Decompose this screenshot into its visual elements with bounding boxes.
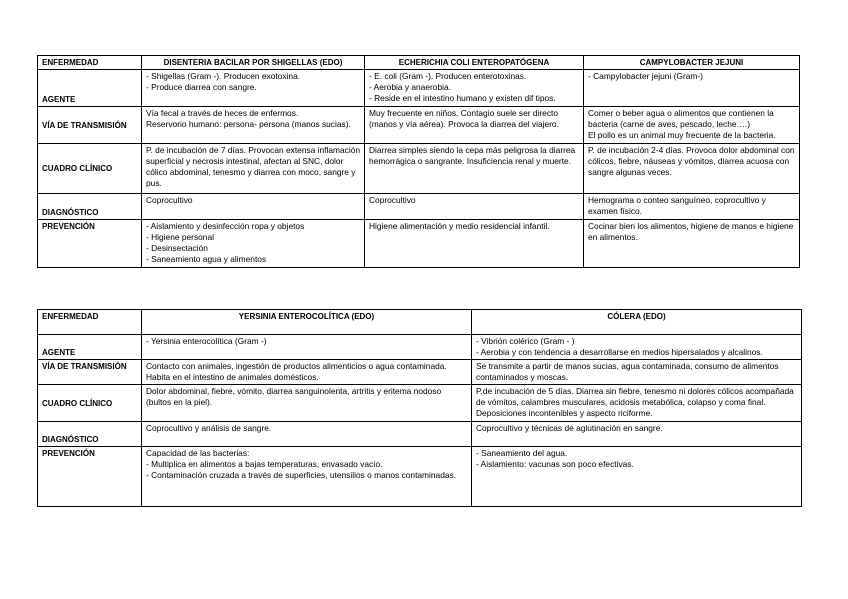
row-label: PREVENCIÓN <box>38 447 142 507</box>
table-row-prevencion <box>38 220 800 268</box>
header-disease: YERSINIA ENTEROCOLÍTICA (EDO) <box>142 310 472 335</box>
table-cell: - Vibrión colérico (Gram - ) - Aerobia y con tendencia a desarrollarse en medios hipersalados y alcalinos. <box>472 335 802 360</box>
disease-table-2 <box>37 309 802 507</box>
table-cell: Coprocultivo <box>142 194 365 220</box>
row-label: CUADRO CLÍNICO <box>38 385 142 422</box>
header-enfermedad: ENFERMEDAD <box>38 56 142 70</box>
table-header-row <box>38 56 800 70</box>
row-label: DIAGNÓSTICO <box>38 422 142 447</box>
table-row-via-transmision <box>38 107 800 144</box>
row-label: DIAGNÓSTICO <box>38 194 142 220</box>
table-cell: Se transmite a partir de manos sucias, agua contaminada, consumo de alimentos contaminados y moscas. <box>472 360 802 385</box>
table-cell: Coprocultivo <box>365 194 584 220</box>
table-cell: Cocinar bien los alimentos, higiene de manos e higiene en alimentos. <box>584 220 800 268</box>
header-disease: CAMPYLOBACTER JEJUNI <box>584 56 800 70</box>
table-cell: - Saneamiento del agua. - Aislamiento: vacunas son poco efectivas. <box>472 447 802 507</box>
header-disease: ECHERICHIA COLI ENTEROPATÓGENA <box>365 56 584 70</box>
row-label: AGENTE <box>38 335 142 360</box>
table-row-via-transmision <box>38 360 802 385</box>
table-cell: Contacto con animales, ingestión de productos alimenticios o agua contaminada. Habita en el intestino de animales domésticos. <box>142 360 472 385</box>
table-cell: P. de incubación de 7 días. Provocan extensa inflamación superficial y necrosis intestinal, afectan al SNC, dolor cólico abdominal, tenesmo y diarrea con moco, sangre y pus. <box>142 144 365 194</box>
table-cell: - Yersinia enterocolítica (Gram -) <box>142 335 472 360</box>
row-label: VÍA DE TRANSMISIÓN <box>38 360 142 385</box>
table-cell: Coprocultivo y análisis de sangre. <box>142 422 472 447</box>
header-disease: DISENTERIA BACILAR POR SHIGELLAS (EDO) <box>142 56 365 70</box>
header-disease: CÓLERA (EDO) <box>472 310 802 335</box>
table-cell: Capacidad de las bacterias: - Multiplica en alimentos a bajas temperaturas, envasado vacío. - Contaminación cruzada a través de superficies, utensilios o manos contaminadas. <box>142 447 472 507</box>
row-label: CUADRO CLÍNICO <box>38 144 142 194</box>
table-cell: - E. coli (Gram -). Producen enterotoxinas. - Aerobia y anaerobia. - Reside en el intestino humano y existen dif tipos. <box>365 70 584 107</box>
table-row-cuadro-clinico <box>38 385 802 422</box>
table-cell: - Campylobacter jejuni (Gram-) <box>584 70 800 107</box>
table-cell: P. de incubación 2-4 días. Provoca dolor abdominal con cólicos, fiebre, náuseas y vómitos, diarrea acuosa con sangre algunas veces. <box>584 144 800 194</box>
table-row-diagnostico <box>38 422 802 447</box>
table-header-row <box>38 310 802 335</box>
table-row-agente <box>38 70 800 107</box>
table-cell: Coprocultivo y técnicas de aglutinación en sangre. <box>472 422 802 447</box>
table-cell: Comer o beber agua o alimentos que contienen la bacteria (carne de aves, pescado, leche….) El pollo es un animal muy frecuente de la bacteria. <box>584 107 800 144</box>
table-cell: Vía fecal a través de heces de enfermos. Reservorio humano: persona- persona (manos sucias). <box>142 107 365 144</box>
table-cell: Diarrea simples siendo la cepa más peligrosa la diarrea hemorrágica o sangrante. Insuficiencia renal y muerte. <box>365 144 584 194</box>
table-row-agente <box>38 335 802 360</box>
table-cell: Dolor abdominal, fiebre, vómito, diarrea sanguinolenta, artritis y eritema nodoso (bultos en la piel). <box>142 385 472 422</box>
row-label: VÍA DE TRANSMISIÓN <box>38 107 142 144</box>
row-label: AGENTE <box>38 70 142 107</box>
header-enfermedad: ENFERMEDAD <box>38 310 142 335</box>
disease-table-1 <box>37 55 800 268</box>
table-cell: Higiene alimentación y medio residencial infantil. <box>365 220 584 268</box>
table-cell: - Shigellas (Gram -). Producen exotoxina. - Produce diarrea con sangre. <box>142 70 365 107</box>
row-label: PREVENCIÓN <box>38 220 142 268</box>
table-cell: Hemograma o conteo sanguíneo, coprocultivo y examen físico. <box>584 194 800 220</box>
table-row-diagnostico <box>38 194 800 220</box>
table-cell: - Aislamiento y desinfección ropa y objetos - Higiene personal - Desinsectación - Saneamiento agua y alimentos <box>142 220 365 268</box>
table-cell: P.de incubación de 5 días. Diarrea sin fiebre, tenesmo ni dolores cólicos acompañada de vómitos, calambres musculares, acidosis metabólica, colapso y coma final. Deposiciones incontenibles y aspecto riciforme. <box>472 385 802 422</box>
table-row-prevencion <box>38 447 802 507</box>
table-cell: Muy frecuente en niños. Contagio suele ser directo (manos y vía aérea). Provoca la diarrea del viajero. <box>365 107 584 144</box>
table-row-cuadro-clinico <box>38 144 800 194</box>
